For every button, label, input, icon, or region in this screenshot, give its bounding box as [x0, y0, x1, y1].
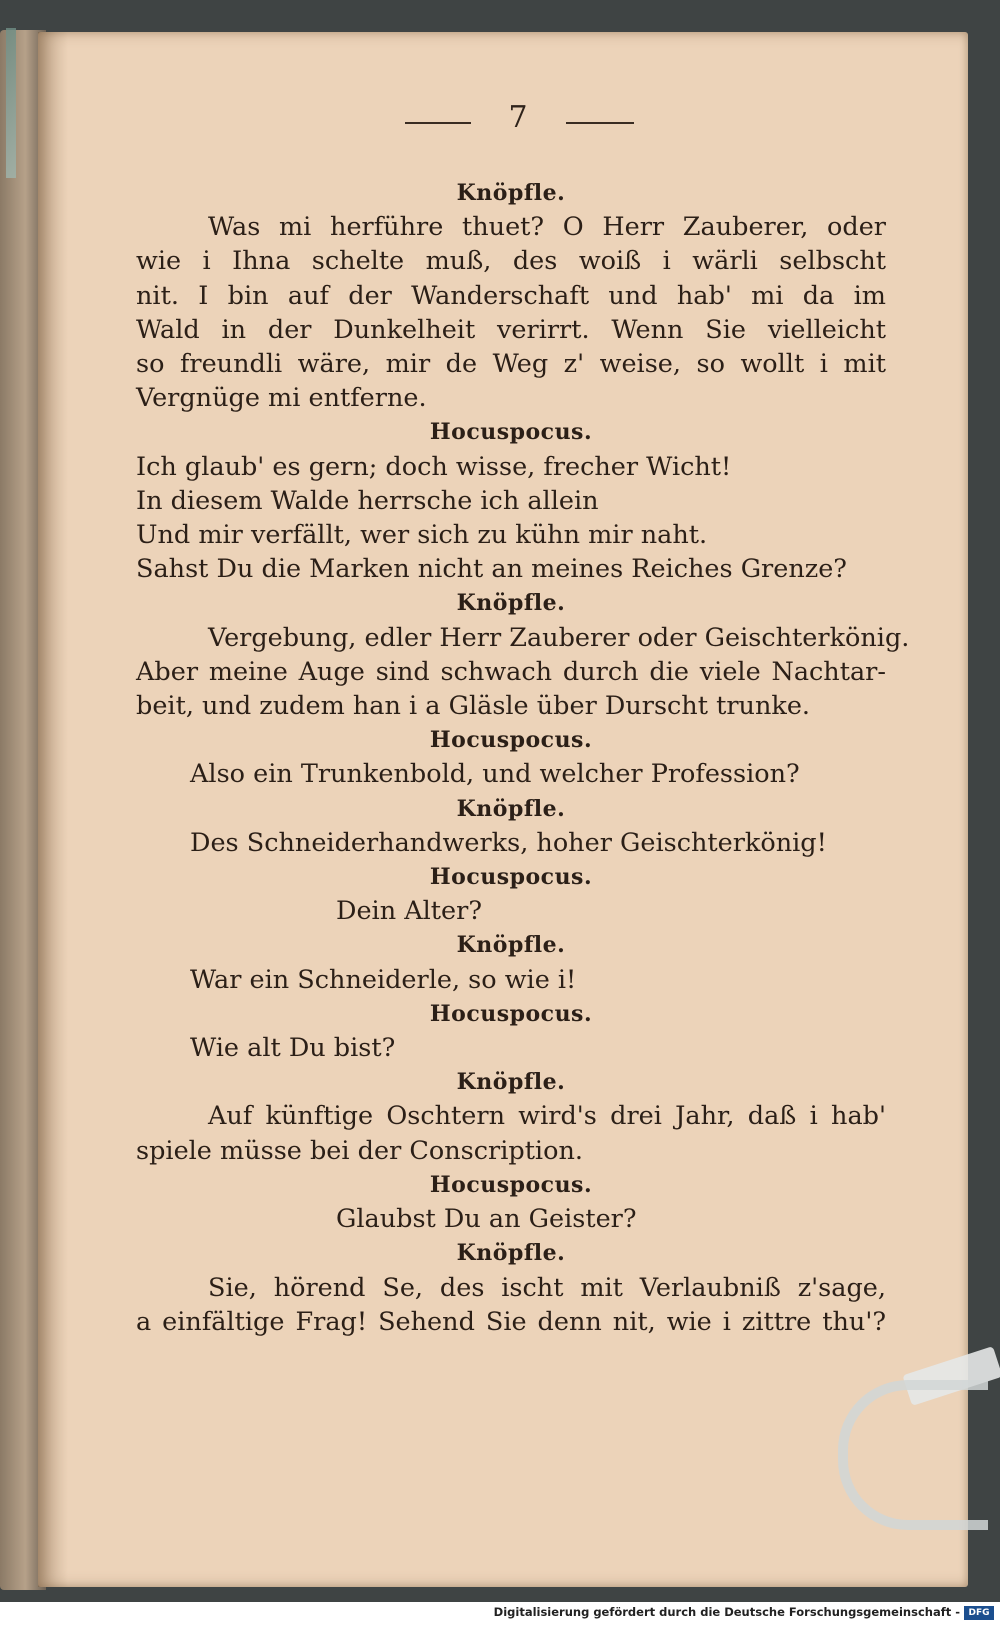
page-text — [136, 176, 910, 1339]
dfg-logo-icon: DFG — [964, 1606, 994, 1620]
speaker-name: Hocuspocus. — [429, 1171, 593, 1198]
gutter-shadow — [38, 32, 68, 1587]
text-line: beit, und zudem han i a Gläsle über Durscht trunke. — [136, 691, 811, 722]
speaker-name: Knöpfle. — [456, 932, 566, 959]
text-line: Dein Alter? — [336, 896, 482, 927]
page-header — [38, 100, 968, 140]
speaker-name: Hocuspocus. — [429, 419, 593, 446]
page-number: 7 — [508, 100, 528, 135]
speaker-name: Knöpfle. — [456, 180, 566, 206]
text-line: Auf künftige Oschtern wird's drei Jahr, daß i hab' — [208, 1101, 886, 1132]
text-line: Sie, hörend Se, des ischt mit Verlaubniß z'sage, — [208, 1272, 886, 1303]
text-line: War ein Schneiderle, so wie i! — [190, 964, 577, 995]
text-line: Wald in der Dunkelheit verirrt. Wenn Sie vielleicht — [136, 314, 886, 345]
text-line: Und mir verfällt, wer sich zu kühn mir naht. — [136, 520, 708, 551]
header-rule-right — [566, 122, 634, 124]
text-line: Vergnüge mi entferne. — [136, 383, 427, 414]
text-line: Was mi herführe thuet? O Herr Zauberer, oder — [208, 212, 886, 243]
text-line: so freundli wäre, mir de Weg z' weise, so wollt i mit — [136, 349, 886, 380]
paper-clip — [838, 1380, 988, 1530]
text-line: nit. I bin auf der Wanderschaft und hab' mi da im — [136, 280, 886, 311]
text-line: Des Schneiderhandwerks, hoher Geischterkönig! — [190, 827, 827, 858]
header-rule-left — [405, 122, 471, 124]
text-line: spiele müsse bei der Conscription. — [136, 1135, 583, 1166]
book-cover-stripe — [6, 28, 16, 178]
speaker-name: Knöpfle. — [456, 1069, 566, 1096]
text-line: Glaubst Du an Geister? — [336, 1204, 637, 1235]
text-line: wie i Ihna schelte muß, des woiß i wärli selbscht — [136, 246, 886, 277]
text-line: Also ein Trunkenbold, und welcher Profession? — [190, 759, 800, 790]
speaker-name: Knöpfle. — [456, 795, 566, 822]
text-line: Aber meine Auge sind schwach durch die viele Nachtar- — [136, 656, 886, 687]
text-line: In diesem Walde herrsche ich allein — [136, 485, 599, 516]
text-line: a einfältige Frag! Sehend Sie denn nit, wie i zittre thu'? — [136, 1306, 886, 1337]
text-line: Ich glaub' es gern; doch wisse, frecher Wicht! — [136, 451, 732, 482]
speaker-name: Knöpfle. — [456, 590, 566, 617]
text-line: Wie alt Du bist? — [190, 1033, 396, 1064]
speaker-name: Hocuspocus. — [429, 727, 593, 754]
footer-bar — [0, 1602, 1000, 1625]
speaker-name: Knöpfle. — [456, 1240, 566, 1267]
text-line: Vergebung, edler Herr Zauberer oder Geischterkönig. — [208, 622, 910, 653]
speaker-name: Hocuspocus. — [429, 864, 593, 891]
text-line: Sahst Du die Marken nicht an meines Reiches Grenze? — [136, 554, 847, 585]
speaker-name: Hocuspocus. — [429, 1000, 593, 1027]
footer-credit: Digitalisierung gefördert durch die Deutsche Forschungsgemeinschaft - — [493, 1605, 960, 1619]
